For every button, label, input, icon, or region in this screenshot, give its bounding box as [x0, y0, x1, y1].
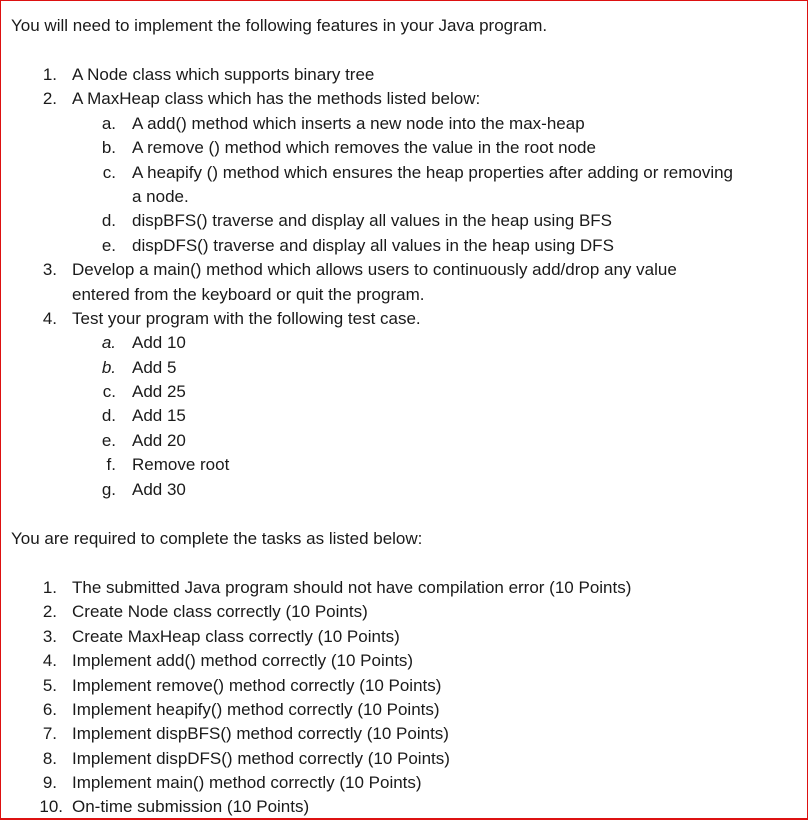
- task-marker: 7.: [42, 724, 57, 743]
- list-marker: 4.: [42, 309, 57, 328]
- sub-marker: f.: [106, 455, 116, 474]
- sub-item: Add 10: [132, 333, 186, 352]
- list-marker: 1.: [42, 65, 57, 84]
- sub-item: A heapify () method which ensures the heap properties after adding or removing: [132, 163, 734, 182]
- sub-item: Remove root: [132, 455, 230, 474]
- task-marker: 10.: [39, 797, 63, 816]
- task-marker: 4.: [42, 651, 57, 670]
- task-item: The submitted Java program should not have compilation error (10 Points): [72, 578, 632, 597]
- sub-marker: c.: [102, 382, 116, 401]
- task-item: Create Node class correctly (10 Points): [72, 602, 368, 621]
- sub-marker: d.: [101, 406, 116, 425]
- sub-marker: e.: [101, 236, 116, 255]
- sub-item: Add 5: [132, 358, 177, 377]
- sub-item: dispBFS() traverse and display all values in the heap using BFS: [132, 211, 613, 230]
- task-marker: 3.: [42, 627, 57, 646]
- sub-marker: c.: [102, 163, 116, 182]
- task-item: Implement heapify() method correctly (10 Points): [72, 700, 440, 719]
- sub-item: Add 15: [132, 406, 186, 425]
- task-item: Implement dispBFS() method correctly (10 Points): [72, 724, 449, 743]
- sub-item: Add 25: [132, 382, 186, 401]
- task-item: On-time submission (10 Points): [72, 797, 310, 816]
- sub-marker: b.: [101, 138, 116, 157]
- sub-item: Add 30: [132, 480, 186, 499]
- sub-marker: g.: [101, 480, 116, 499]
- list-item: Develop a main() method which allows users to continuously add/drop any value: [72, 260, 677, 279]
- task-item: Implement main() method correctly (10 Points): [72, 773, 422, 792]
- task-marker: 2.: [42, 602, 57, 621]
- intro-text: You will need to implement the following features in your Java program.: [11, 16, 548, 35]
- sub-marker: a.: [101, 114, 116, 133]
- task-item: Create MaxHeap class correctly (10 Points): [72, 627, 400, 646]
- task-marker: 8.: [42, 749, 57, 768]
- list-item: Test your program with the following test case.: [72, 309, 421, 328]
- task-marker: 5.: [42, 676, 57, 695]
- task-item: Implement dispDFS() method correctly (10 Points): [72, 749, 450, 768]
- task-marker: 1.: [42, 578, 57, 597]
- list-item: A Node class which supports binary tree: [72, 65, 375, 84]
- list-item: A MaxHeap class which has the methods listed below:: [72, 89, 481, 108]
- tasks-intro-text: You are required to complete the tasks as listed below:: [11, 529, 423, 548]
- task-marker: 9.: [42, 773, 57, 792]
- sub-item-continuation: a node.: [132, 187, 189, 206]
- sub-item: Add 20: [132, 431, 186, 450]
- sub-item: dispDFS() traverse and display all values in the heap using DFS: [132, 236, 614, 255]
- list-item-continuation: entered from the keyboard or quit the program.: [72, 285, 425, 304]
- sub-marker: d.: [101, 211, 116, 230]
- list-marker: 2.: [42, 89, 57, 108]
- task-item: Implement add() method correctly (10 Points): [72, 651, 414, 670]
- list-marker: 3.: [42, 260, 57, 279]
- sub-marker: b.: [101, 358, 116, 377]
- sub-marker: a.: [101, 333, 116, 352]
- sub-item: A add() method which inserts a new node into the max-heap: [132, 114, 585, 133]
- sub-item: A remove () method which removes the value in the root node: [132, 138, 596, 157]
- task-marker: 6.: [42, 700, 57, 719]
- sub-marker: e.: [101, 431, 116, 450]
- task-item: Implement remove() method correctly (10 Points): [72, 676, 442, 695]
